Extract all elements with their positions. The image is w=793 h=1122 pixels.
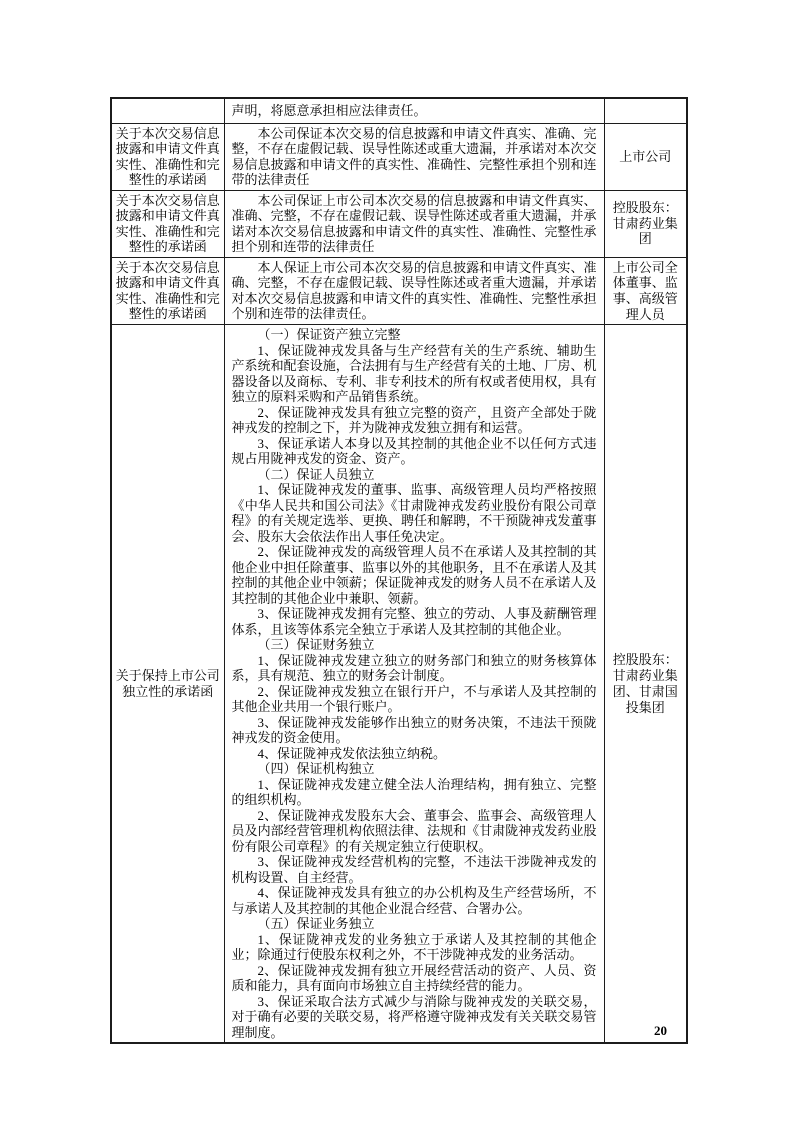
paragraph: 3、保证陇神戎发拥有完整、独立的劳动、人事及薪酬管理体系，且该等体系完全独立于承诺人及其控制的其他企业。 (231, 606, 597, 637)
commitment-content-cell (224, 190, 604, 257)
paragraph: （一）保证资产独立完整 (257, 327, 401, 343)
paragraph: （二）保证人员独立 (257, 466, 375, 482)
paragraph: 3、保证采取合法方式减少与消除与陇神戎发的关联交易，对于确有必要的关联交易，将严格遵守陇神戎发有关关联交易管理制度。 (231, 993, 597, 1040)
commitments-table (110, 97, 688, 1044)
paragraph: （四）保证机构独立 (257, 761, 375, 777)
paragraph: 2、保证陇神戎发具有独立完整的资产，且资产全部处于陇神戎发的控制之下，并为陇神戎发独立拥有和运营。 (231, 404, 597, 436)
commitment-content-cell (224, 325, 604, 1044)
commitment-party-cell: 控股股东：甘肃药业集团、甘肃国投集团 (604, 325, 687, 1044)
table-row (111, 190, 687, 257)
commitment-type-cell: 关于本次交易信息披露和申请文件真实性、准确性和完整性的承诺函 (111, 257, 224, 325)
commitment-content-cell (224, 123, 604, 190)
commitment-type-cell: 关于保持上市公司独立性的承诺函 (111, 325, 224, 1044)
commitment-party-cell (604, 98, 687, 123)
paragraph: 1、保证陇神戎发建立独立的财务部门和独立的财务核算体系，具有规范、独立的财务会计制度。 (231, 652, 597, 684)
paragraph: 2、保证陇神戎发的高级管理人员不在承诺人及其控制的其他企业中担任除董事、监事以外的其他职务，且不在承诺人及其控制的其他企业中领薪；保证陇神戎发的财务人员不在承诺人及其控制的其他企业中兼职、领薪。 (231, 544, 597, 606)
paragraph: 2、保证陇神戎发股东大会、董事会、监事会、高级管理人员及内部经营管理机构依照法律、法规和《甘肃陇神戎发药业股份有限公司章程》的有关规定独立行使职权。 (231, 807, 597, 854)
commitment-party-cell: 上市公司全体董事、监事、高级管理人员 (604, 257, 687, 325)
paragraph: 3、保证承诺人本身以及其控制的其他企业不以任何方式违规占用陇神戎发的资金、资产。 (231, 435, 597, 467)
paragraph: 4、保证陇神戎发依法独立纳税。 (257, 745, 447, 761)
paragraph: 本公司保证上市公司本次交易的信息披露和申请文件真实、准确、完整，不存在虚假记载、误导性陈述或者重大遗漏，并承诺对本次交易信息披露和申请文件的真实性、准确性、完整性承担个别和连带的法律责任 (231, 192, 597, 254)
commitment-type-cell: 关于本次交易信息披露和申请文件真实性、准确性和完整性的承诺函 (111, 190, 224, 257)
commitment-type-cell (111, 98, 224, 123)
commitment-content-cell (224, 98, 604, 123)
page-number: 20 (654, 1023, 667, 1038)
commitment-party-cell: 上市公司 (604, 123, 687, 190)
paragraph: 本公司保证本次交易的信息披露和申请文件真实、准确、完整，不存在虚假记载、误导性陈述或重大遗漏，并承诺对本次交易信息披露和申请文件的真实性、准确性、完整性承担个别和连带的法律责任 (231, 125, 597, 187)
paragraph: 1、保证陇神戎发具备与生产经营有关的生产系统、辅助生产系统和配套设施，合法拥有与生产经营有关的土地、厂房、机器设备以及商标、专利、非专利技术的所有权或者使用权，具有独立的原料采购和产品销售系统。 (231, 342, 597, 405)
paragraph: 1、保证陇神戎发的董事、监事、高级管理人员均严格按照《中华人民共和国公司法》《甘肃陇神戎发药业股份有限公司章程》的有关规定选举、更换、聘任和解聘，不干预陇神戎发董事会、股东大会依法作出人事任免决定。 (231, 482, 597, 544)
paragraph: 1、保证陇神戎发的业务独立于承诺人及其控制的其他企业；除通过行使股东权利之外，不干涉陇神戎发的业务活动。 (231, 931, 597, 963)
paragraph: 3、保证陇神戎发能够作出独立的财务决策，不违法干预陇神戎发的资金使用。 (231, 714, 597, 746)
commitment-party-cell: 控股股东：甘肃药业集团 (604, 190, 687, 257)
paragraph: （五）保证业务独立 (257, 916, 375, 932)
commitment-content-cell (224, 257, 604, 325)
table-row (111, 98, 687, 123)
paragraph: 声明，将愿意承担相应法律责任。 (231, 103, 427, 118)
paragraph: 2、保证陇神戎发拥有独立开展经营活动的资产、人员、资质和能力，具有面向市场独立自主持续经营的能力。 (231, 962, 597, 994)
paragraph: （三）保证财务独立 (257, 637, 375, 653)
commitment-type-cell: 关于本次交易信息披露和申请文件真实性、准确性和完整性的承诺函 (111, 123, 224, 190)
paragraph: 2、保证陇神戎发独立在银行开户，不与承诺人及其控制的其他企业共用一个银行账户。 (231, 683, 597, 715)
paragraph: 本人保证上市公司本次交易的信息披露和申请文件真实、准确、完整，不存在虚假记载、误导性陈述或者重大遗漏，并承诺对本次交易信息披露和申请文件的真实性、准确性、完整性承担个别和连带的法律责任。 (231, 259, 597, 322)
table-row (111, 123, 687, 190)
table-row (111, 257, 687, 325)
table-row (111, 325, 687, 1044)
paragraph: 1、保证陇神戎发建立健全法人治理结构，拥有独立、完整的组织机构。 (231, 776, 597, 808)
paragraph: 3、保证陇神戎发经营机构的完整，不违法干涉陇神戎发的机构设置、自主经营。 (231, 854, 597, 885)
paragraph: 4、保证陇神戎发具有独立的办公机构及生产经营场所，不与承诺人及其控制的其他企业混合经营、合署办公。 (231, 885, 597, 916)
